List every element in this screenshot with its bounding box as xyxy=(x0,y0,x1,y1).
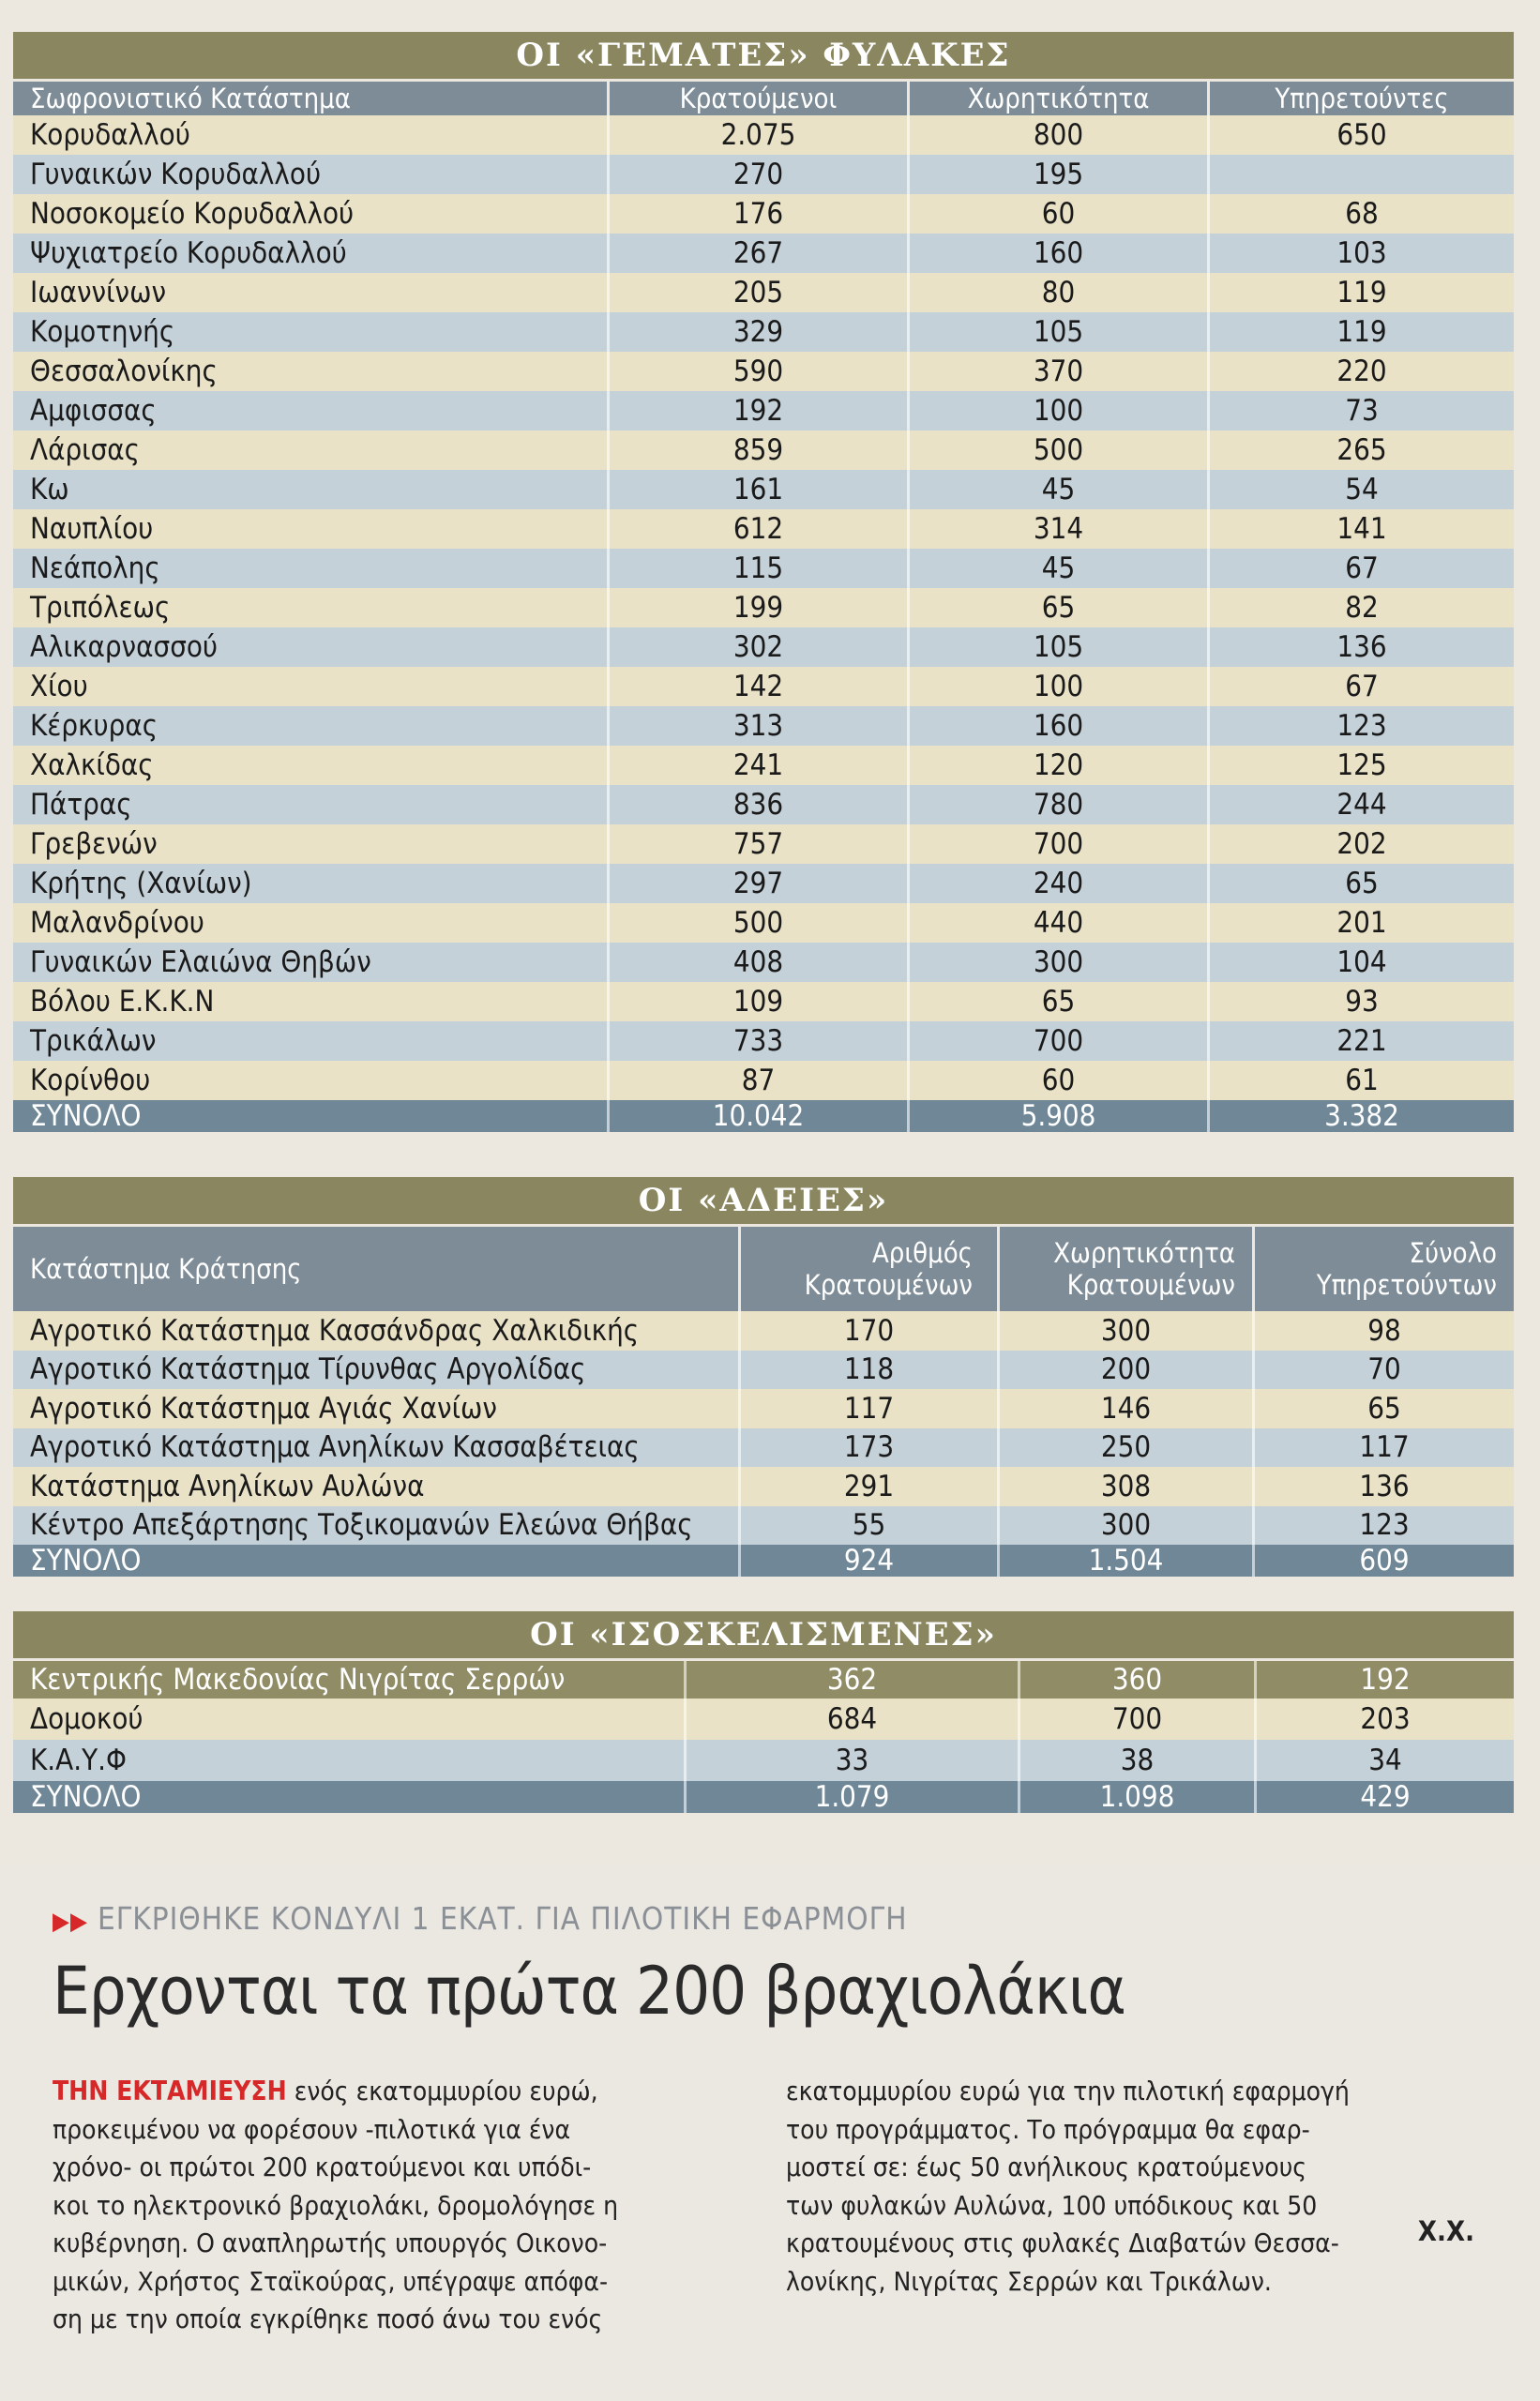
inmates-value: 241 xyxy=(610,746,910,785)
inmates-value: 859 xyxy=(610,430,910,470)
kicker-text: ΕΓΚΡΙΘΗΚΕ ΚΟΝΔΥΛΙ 1 ΕΚΑΤ. ΓΙΑ ΠΙΛΟΤΙΚΗ ΕΦΑΡΜΟΓΗ xyxy=(97,1900,908,1937)
staff-value: 125 xyxy=(1336,748,1387,782)
table-row xyxy=(13,1661,1514,1699)
article-column-2 xyxy=(786,2073,1499,2301)
institution-name: Κομοτηνής xyxy=(13,312,610,352)
capacity-value: 65 xyxy=(910,588,1210,627)
total-row xyxy=(13,1100,1514,1132)
staff-value: 61 xyxy=(1345,1064,1379,1097)
total-label: ΣΥΝΟΛΟ xyxy=(13,1545,741,1577)
article-column-1 xyxy=(53,2073,709,2339)
institution-name: Αλικαρνασσού xyxy=(13,627,610,667)
inmates-value: 118 xyxy=(741,1351,1000,1390)
staff-value: 73 xyxy=(1345,394,1379,428)
staff-value: 136 xyxy=(1359,1469,1410,1503)
table-row xyxy=(13,1740,1514,1781)
table-row xyxy=(13,1428,1514,1468)
staff-value: 136 xyxy=(1336,630,1387,664)
article-line: κυβέρνηση. Ο αναπληρωτής υπουργός Οικονο- xyxy=(53,2227,608,2258)
institution-name: Μαλανδρίνου xyxy=(13,903,610,943)
institution-name: Ψυχιατρείο Κορυδαλλού xyxy=(13,234,610,273)
institution-name: Κρήτης (Χανίων) xyxy=(13,864,610,903)
capacity-value: 160 xyxy=(910,234,1210,273)
staff-value: 221 xyxy=(1336,1024,1387,1058)
table-row xyxy=(13,391,1514,430)
total-staff: 429 xyxy=(1360,1780,1411,1814)
table-row xyxy=(13,588,1514,627)
staff-value: 68 xyxy=(1345,197,1379,231)
table-row xyxy=(13,509,1514,549)
article-line: μοστεί σε: έως 50 ανήλικους κρατούμενους xyxy=(786,2152,1307,2182)
table-row xyxy=(13,352,1514,391)
capacity-value: 38 xyxy=(1020,1740,1257,1781)
institution-name: Χαλκίδας xyxy=(13,746,610,785)
institution-name: Αγροτικό Κατάστημα Αγιάς Χανίων xyxy=(13,1389,741,1428)
staff-value xyxy=(1210,155,1514,194)
capacity-value: 360 xyxy=(1020,1661,1257,1699)
balanced-prisons-table xyxy=(13,1611,1514,1813)
institution-name: Κέντρο Απεξάρτησης Τοξικομανών Ελεώνα Θήβας xyxy=(13,1506,741,1546)
institution-name: Λάρισας xyxy=(13,430,610,470)
total-staff: 3.382 xyxy=(1324,1099,1399,1133)
inmates-value: 173 xyxy=(741,1428,1000,1468)
institution-name: Αγροτικό Κατάστημα Κασσάνδρας Χαλκιδικής xyxy=(13,1311,741,1351)
table-row xyxy=(13,746,1514,785)
capacity-value: 300 xyxy=(910,943,1210,982)
inmates-value: 291 xyxy=(741,1467,1000,1506)
column-header-institution: Σωφρονιστικό Κατάστημα xyxy=(13,82,610,115)
article-line: λονίκης, Νιγρίτας Σερρών και Τρικάλων. xyxy=(786,2265,1272,2297)
total-row xyxy=(13,1781,1514,1813)
capacity-value: 250 xyxy=(1000,1428,1255,1468)
article-line: μικών, Χρήστος Σταϊκούρας, υπέγραψε απόφα- xyxy=(53,2265,609,2297)
table-row xyxy=(13,1467,1514,1506)
table-row xyxy=(13,234,1514,273)
column-header-capacity: Χωρητικότητα Κρατουμένων xyxy=(1000,1227,1255,1311)
capacity-value: 200 xyxy=(1000,1351,1255,1390)
institution-name: Πάτρας xyxy=(13,785,610,824)
column-header-staff: Υπηρετούντες xyxy=(1275,83,1449,114)
table-row xyxy=(13,549,1514,588)
staff-value: 117 xyxy=(1359,1430,1410,1465)
staff-value: 202 xyxy=(1336,827,1387,861)
staff-value: 65 xyxy=(1367,1391,1401,1426)
table-row xyxy=(13,864,1514,903)
article-line: προκειμένου να φορέσουν -πιλοτικά για ένα xyxy=(53,2113,571,2145)
article-line: κρατουμένους στις φυλακές Διαβατών Θεσσα- xyxy=(786,2227,1339,2258)
institution-name: Κατάστημα Ανηλίκων Αυλώνα xyxy=(13,1467,741,1506)
total-capacity: 1.098 xyxy=(1020,1781,1257,1813)
institution-name: Κ.Α.Υ.Φ xyxy=(13,1740,687,1781)
staff-value: 650 xyxy=(1336,118,1387,152)
table-row xyxy=(13,903,1514,943)
table-row xyxy=(13,943,1514,982)
staff-value: 244 xyxy=(1336,788,1387,822)
capacity-value: 700 xyxy=(910,824,1210,864)
institution-name: Αμφισσας xyxy=(13,391,610,430)
staff-value: 67 xyxy=(1345,551,1379,585)
institution-name: Ναυπλίου xyxy=(13,509,610,549)
full-prisons-table xyxy=(13,32,1514,1132)
inmates-value: 408 xyxy=(610,943,910,982)
inmates-value: 362 xyxy=(687,1661,1020,1699)
capacity-value: 65 xyxy=(910,982,1210,1021)
table-title: ΟΙ «ΙΣΟΣΚΕΛΙΣΜΕΝΕΣ» xyxy=(13,1611,1514,1658)
capacity-value: 45 xyxy=(910,470,1210,509)
inmates-value: 161 xyxy=(610,470,910,509)
article-line: ση με την οποία εγκρίθηκε ποσό άνω του ενός xyxy=(53,2303,603,2334)
table-row xyxy=(13,1389,1514,1428)
table-row xyxy=(13,273,1514,312)
capacity-value: 370 xyxy=(910,352,1210,391)
institution-name: Γυναικών Κορυδαλλού xyxy=(13,155,610,194)
column-header-institution: Κατάστημα Κράτησης xyxy=(13,1227,741,1311)
inmates-value: 117 xyxy=(741,1389,1000,1428)
table-row xyxy=(13,1311,1514,1351)
inmates-value: 267 xyxy=(610,234,910,273)
article-line: του προγράμματος. Το πρόγραμμα θα εφαρ- xyxy=(786,2113,1310,2145)
staff-value: 54 xyxy=(1345,473,1379,506)
inmates-value: 590 xyxy=(610,352,910,391)
capacity-value: 120 xyxy=(910,746,1210,785)
capacity-value: 80 xyxy=(910,273,1210,312)
institution-name: Χίου xyxy=(13,667,610,706)
table-row xyxy=(13,1506,1514,1546)
article-line: των φυλακών Αυλώνα, 100 υπόδικους και 50 xyxy=(786,2189,1318,2221)
table-row xyxy=(13,194,1514,234)
institution-name: Βόλου Ε.Κ.Κ.Ν xyxy=(13,982,610,1021)
table-row xyxy=(13,667,1514,706)
institution-name: Δομοκού xyxy=(13,1699,687,1740)
article-line: κοι το ηλεκτρονικό βραχιολάκι, δρομολόγησε η xyxy=(53,2189,619,2221)
inmates-value: 109 xyxy=(610,982,910,1021)
table-row xyxy=(13,785,1514,824)
total-label: ΣΥΝΟΛΟ xyxy=(13,1781,687,1813)
total-label: ΣΥΝΟΛΟ xyxy=(13,1100,610,1132)
total-capacity: 5.908 xyxy=(910,1100,1210,1132)
inmates-value: 313 xyxy=(610,706,910,746)
staff-value: 82 xyxy=(1345,591,1379,625)
institution-name: Ιωαννίνων xyxy=(13,273,610,312)
capacity-value: 146 xyxy=(1000,1389,1255,1428)
table-row xyxy=(13,982,1514,1021)
empty-prisons-table xyxy=(13,1177,1514,1577)
capacity-value: 105 xyxy=(910,312,1210,352)
institution-name: Κορυδαλλού xyxy=(13,115,610,155)
institution-name: Θεσσαλονίκης xyxy=(13,352,610,391)
inmates-value: 115 xyxy=(610,549,910,588)
table-body xyxy=(13,1311,1514,1545)
total-inmates: 1.079 xyxy=(687,1781,1020,1813)
article-line-text: ενός εκατομμυρίου ευρώ, xyxy=(286,2076,598,2107)
staff-value: 201 xyxy=(1336,906,1387,940)
inmates-value: 2.075 xyxy=(610,115,910,155)
staff-value: 93 xyxy=(1345,985,1379,1019)
institution-name: Κω xyxy=(13,470,610,509)
inmates-value: 329 xyxy=(610,312,910,352)
staff-value: 265 xyxy=(1336,433,1387,467)
table-column-headers xyxy=(13,1227,1514,1311)
institution-name: Κεντρικής Μακεδονίας Νιγρίτας Σερρών xyxy=(13,1661,687,1699)
total-inmates: 10.042 xyxy=(610,1100,910,1132)
capacity-value: 308 xyxy=(1000,1467,1255,1506)
capacity-value: 105 xyxy=(910,627,1210,667)
article-line: εκατομμυρίου ευρώ για την πιλοτική εφαρμογή xyxy=(786,2076,1350,2107)
staff-value: 220 xyxy=(1336,355,1387,388)
table-title: ΟΙ «ΓΕΜΑΤΕΣ» ΦΥΛΑΚΕΣ xyxy=(13,32,1514,79)
inmates-value: 302 xyxy=(610,627,910,667)
table-row xyxy=(13,155,1514,194)
staff-value: 123 xyxy=(1336,709,1387,743)
institution-name: Αγροτικό Κατάστημα Τίρυνθας Αργολίδας xyxy=(13,1351,741,1390)
table-row xyxy=(13,470,1514,509)
institution-name: Τριπόλεως xyxy=(13,588,610,627)
staff-value: 98 xyxy=(1367,1313,1401,1348)
table-body xyxy=(13,115,1514,1100)
inmates-value: 757 xyxy=(610,824,910,864)
inmates-value: 199 xyxy=(610,588,910,627)
table-row xyxy=(13,115,1514,155)
staff-value: 123 xyxy=(1359,1508,1410,1543)
table-row xyxy=(13,627,1514,667)
capacity-value: 100 xyxy=(910,667,1210,706)
article-headline: Ερχονται τα πρώτα 200 βραχιολάκια xyxy=(53,1953,1125,2030)
staff-value: 65 xyxy=(1345,867,1379,900)
article-lead: ΤΗΝ ΕΚΤΑΜΙΕΥΣΗ xyxy=(53,2076,287,2107)
table-row xyxy=(13,1351,1514,1390)
capacity-value: 800 xyxy=(910,115,1210,155)
capacity-value: 100 xyxy=(910,391,1210,430)
column-header-capacity: Χωρητικότητα xyxy=(910,82,1210,115)
table-row xyxy=(13,430,1514,470)
table-row xyxy=(13,824,1514,864)
inmates-value: 55 xyxy=(741,1506,1000,1546)
double-arrow-icon: ▶▶ xyxy=(53,1908,88,1936)
staff-value: 104 xyxy=(1336,945,1387,979)
total-inmates: 924 xyxy=(741,1545,1000,1577)
staff-value: 119 xyxy=(1336,276,1387,310)
capacity-value: 45 xyxy=(910,549,1210,588)
capacity-value: 700 xyxy=(1020,1699,1257,1740)
column-header-inmates: Κρατούμενοι xyxy=(610,82,910,115)
article-line: χρόνο- οι πρώτοι 200 κρατούμενοι και υπόδι- xyxy=(53,2152,592,2182)
inmates-value: 270 xyxy=(610,155,910,194)
table-column-headers xyxy=(13,82,1514,115)
table-row xyxy=(13,1061,1514,1100)
staff-value: 119 xyxy=(1336,315,1387,349)
institution-name: Τρικάλων xyxy=(13,1021,610,1061)
inmates-value: 176 xyxy=(610,194,910,234)
staff-value: 67 xyxy=(1345,670,1379,703)
capacity-value: 195 xyxy=(910,155,1210,194)
inmates-value: 192 xyxy=(610,391,910,430)
capacity-value: 700 xyxy=(910,1021,1210,1061)
table-title: ΟΙ «ΑΔΕΙΕΣ» xyxy=(13,1177,1514,1224)
column-header-inmates: Αριθμός Κρατουμένων xyxy=(741,1227,1000,1311)
article-line xyxy=(53,2073,709,2111)
capacity-value: 440 xyxy=(910,903,1210,943)
table-row xyxy=(13,706,1514,746)
inmates-value: 205 xyxy=(610,273,910,312)
staff-value: 70 xyxy=(1367,1352,1401,1387)
staff-value: 192 xyxy=(1360,1663,1411,1697)
staff-value: 141 xyxy=(1336,512,1387,546)
column-header-staff: Σύνολο Υπηρετούντων xyxy=(1316,1237,1497,1301)
inmates-value: 33 xyxy=(687,1740,1020,1781)
institution-name: Κέρκυρας xyxy=(13,706,610,746)
institution-name: Νεάπολης xyxy=(13,549,610,588)
table-body xyxy=(13,1699,1514,1781)
capacity-value: 314 xyxy=(910,509,1210,549)
capacity-value: 240 xyxy=(910,864,1210,903)
inmates-value: 297 xyxy=(610,864,910,903)
institution-name: Κορίνθου xyxy=(13,1061,610,1100)
inmates-value: 87 xyxy=(610,1061,910,1100)
article-kicker xyxy=(53,1900,908,1937)
inmates-value: 733 xyxy=(610,1021,910,1061)
institution-name: Αγροτικό Κατάστημα Ανηλίκων Κασσαβέτειας xyxy=(13,1428,741,1468)
staff-value: 103 xyxy=(1336,236,1387,270)
capacity-value: 60 xyxy=(910,194,1210,234)
article-signature: Χ.Χ. xyxy=(1417,2215,1474,2247)
institution-name: Γυναικών Ελαιώνα Θηβών xyxy=(13,943,610,982)
inmates-value: 500 xyxy=(610,903,910,943)
inmates-value: 142 xyxy=(610,667,910,706)
total-capacity: 1.504 xyxy=(1000,1545,1255,1577)
table-row xyxy=(13,1021,1514,1061)
total-staff: 609 xyxy=(1359,1544,1410,1578)
capacity-value: 160 xyxy=(910,706,1210,746)
capacity-value: 300 xyxy=(1000,1311,1255,1351)
inmates-value: 684 xyxy=(687,1699,1020,1740)
institution-name: Νοσοκομείο Κορυδαλλού xyxy=(13,194,610,234)
total-row xyxy=(13,1545,1514,1577)
capacity-value: 780 xyxy=(910,785,1210,824)
inmates-value: 836 xyxy=(610,785,910,824)
table-row xyxy=(13,1699,1514,1740)
institution-name: Γρεβενών xyxy=(13,824,610,864)
capacity-value: 500 xyxy=(910,430,1210,470)
table-row xyxy=(13,312,1514,352)
capacity-value: 60 xyxy=(910,1061,1210,1100)
inmates-value: 612 xyxy=(610,509,910,549)
inmates-value: 170 xyxy=(741,1311,1000,1351)
staff-value: 203 xyxy=(1360,1702,1411,1736)
staff-value: 34 xyxy=(1368,1744,1402,1777)
capacity-value: 300 xyxy=(1000,1506,1255,1546)
